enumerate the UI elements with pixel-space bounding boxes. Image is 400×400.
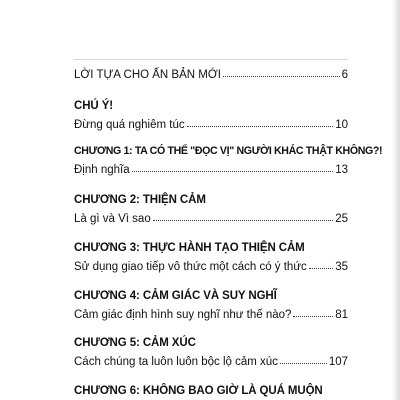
divider-line <box>74 59 348 60</box>
toc-subtitle: Định nghĩa <box>74 164 130 176</box>
toc-page-number: 81 <box>335 309 348 321</box>
toc-page-number: 35 <box>335 261 348 273</box>
toc-entry-chapter-1[interactable] <box>74 144 383 177</box>
dot-leader <box>132 161 334 172</box>
toc-entry-chapter-6[interactable] <box>74 384 348 398</box>
toc-heading: CHƯƠNG 6: KHÔNG BAO GIỜ LÀ QUÁ MUỘN <box>74 385 323 397</box>
toc-line <box>74 211 348 226</box>
toc-line <box>74 259 348 274</box>
dot-leader <box>153 210 333 221</box>
toc-heading: CHƯƠNG 4: CẢM GIÁC VÀ SUY NGHĨ <box>74 290 277 302</box>
dot-leader <box>187 116 334 127</box>
toc-entry-chapter-4[interactable] <box>74 289 348 322</box>
toc-line <box>74 354 348 369</box>
toc-heading: CHƯƠNG 2: THIỆN CẢM <box>74 194 206 206</box>
toc-page-number: 10 <box>335 119 348 131</box>
cropped-title-fragment <box>162 0 238 5</box>
dot-leader <box>309 258 333 269</box>
dot-leader <box>223 66 340 77</box>
toc-heading: CHƯƠNG 5: CẢM XÚC <box>74 337 196 349</box>
toc-subtitle: Cảm giác định hình suy nghĩ như thế nào? <box>74 309 292 321</box>
dot-leader <box>280 353 327 364</box>
toc-page-number: 25 <box>335 213 348 225</box>
toc-heading: CHƯƠNG 3: THỰC HÀNH TẠO THIỆN CẢM <box>74 242 305 254</box>
page-edge-shadow <box>392 0 400 400</box>
toc-line <box>74 307 348 322</box>
toc-page-number: 6 <box>341 69 348 81</box>
toc-subtitle: Đừng quá nghiêm túc <box>74 119 185 131</box>
toc-heading: CHƯƠNG 1: TA CÓ THỂ "ĐỌC VỊ" NGƯỜI KHÁC THẬT KHÔNG?! <box>74 145 383 157</box>
dot-leader <box>293 306 333 317</box>
toc-heading: CHÚ Ý! <box>74 100 114 112</box>
toc-entry-preface[interactable] <box>74 67 348 82</box>
toc-subtitle: Sử dụng giao tiếp vô thức một cách có ý thức <box>74 261 307 273</box>
toc-subtitle: Là gì và Vì sao <box>74 213 151 225</box>
toc-page-number: 13 <box>335 164 348 176</box>
toc-page-number: 107 <box>328 356 348 368</box>
toc-entry-chapter-5[interactable] <box>74 336 348 369</box>
toc-entry-note[interactable] <box>74 99 348 132</box>
toc-line <box>74 67 348 82</box>
toc-subtitle: LỜI TỰA CHO ẤN BẢN MỚI <box>74 69 221 81</box>
toc-entry-chapter-2[interactable] <box>74 193 348 226</box>
toc-subtitle: Cách chúng ta luôn luôn bộc lộ cảm xúc <box>74 356 278 368</box>
toc-line <box>74 117 348 132</box>
toc-line <box>74 162 348 177</box>
toc-entry-chapter-3[interactable] <box>74 241 348 274</box>
